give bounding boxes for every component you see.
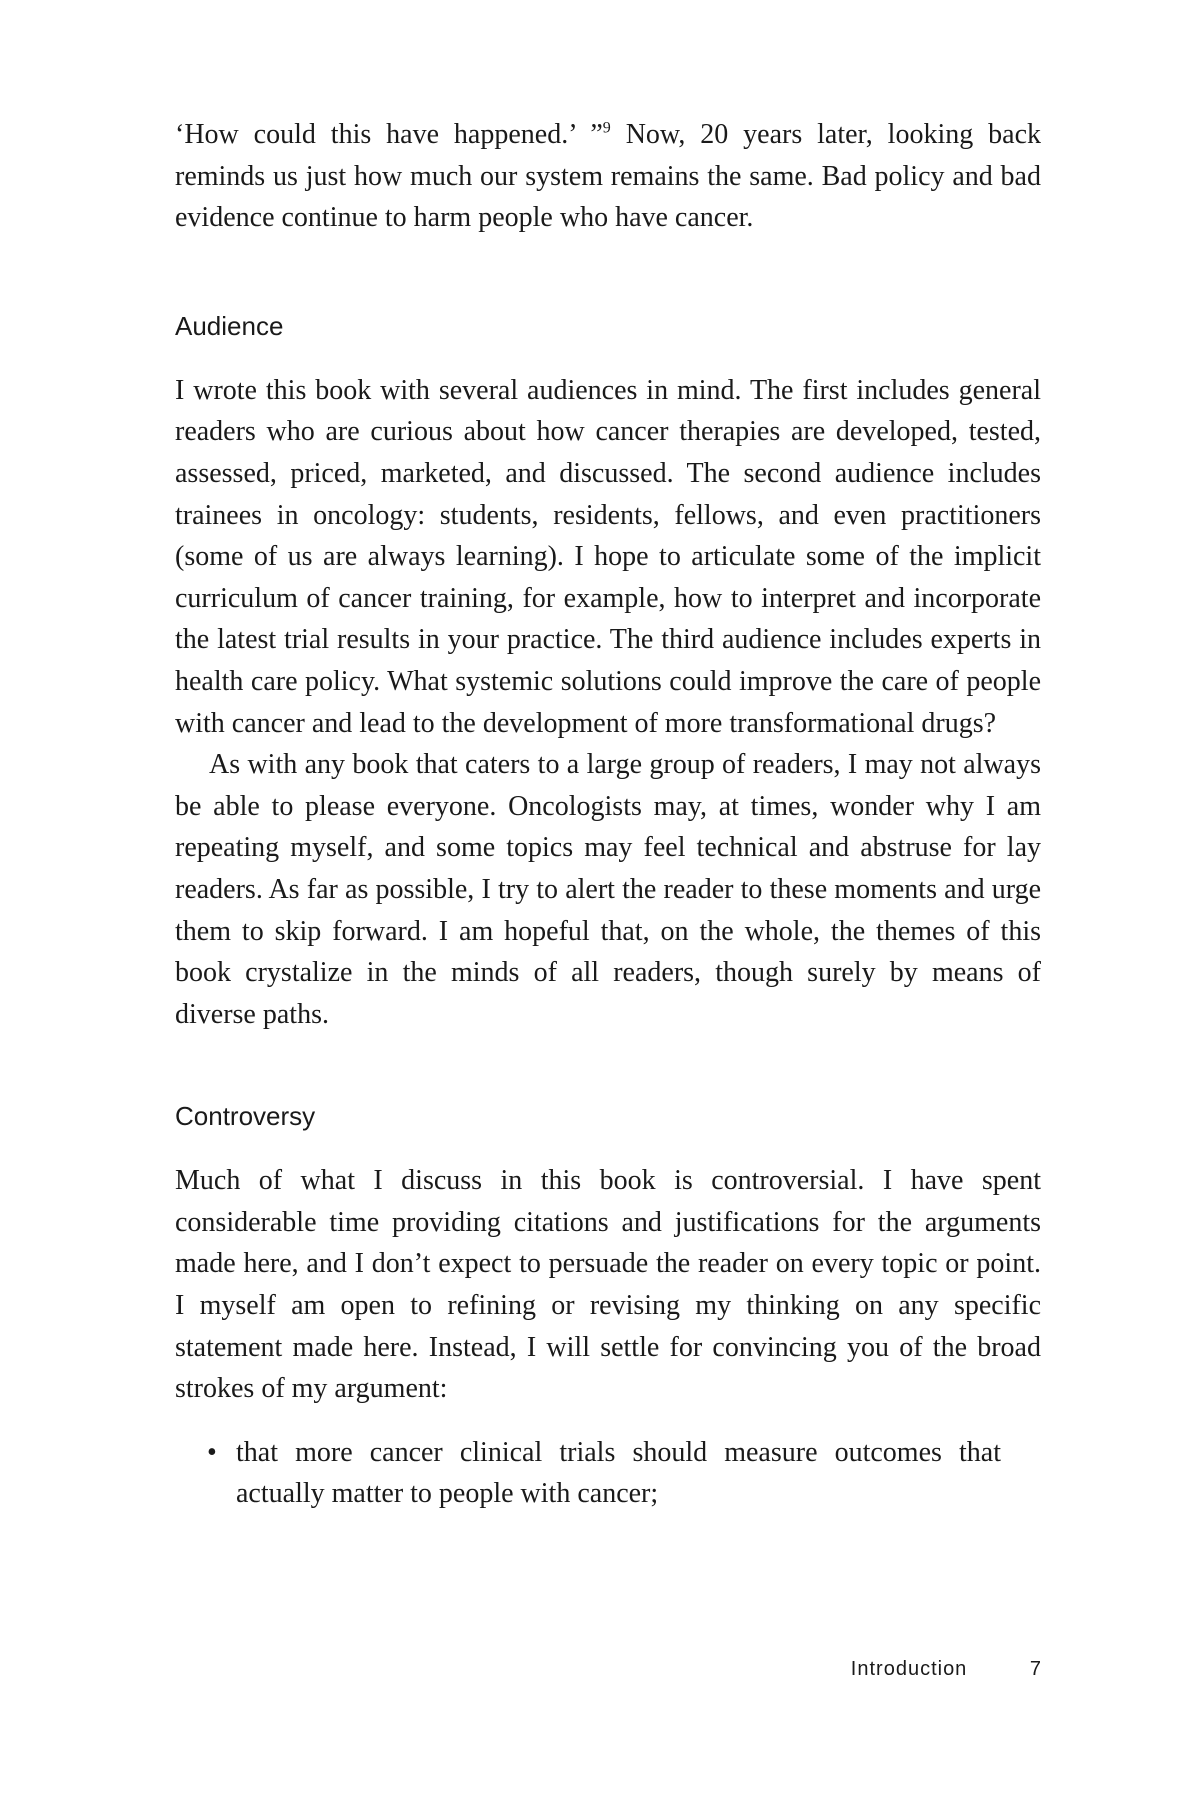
audience-paragraph-2: As with any book that caters to a large group of readers, I may not always be able to please everyone. Oncologists may, at times, wonder why I am repeating myself, and some topics may feel technical and abstruse for lay readers. As far as possible, I try to alert the reader to these moments and urge them to skip forward. I am hopeful that, on the whole, the themes of this book crystalize in the minds of all readers, though surely by means of diverse paths.	[175, 749, 1041, 1030]
footnote-ref[interactable]: 9	[602, 119, 611, 137]
list-item-text: that more cancer clinical trials should measure outcomes that actually matter to people with cancer;	[236, 1436, 1001, 1510]
audience-paragraph-1: I wrote this book with several audiences in mind. The first includes general readers who are curious about how cancer therapies are developed, tested, assessed, priced, marketed, and discussed. The second audience includes trainees in oncology: students, residents, fellows, and even practitioners (some of us are always learning). I hope to articulate some of the implicit curriculum of cancer training, for example, how to interpret and incorporate the latest trial results in your practice. The third audience includes experts in health care policy. What systemic solutions could improve the care of people with cancer and lead to the development of more transformational drugs?	[175, 374, 1041, 739]
page-footer	[851, 1658, 1042, 1681]
intro-text-post: Now, 20 years later, looking back reminds us just how much our system remains the same. Bad policy and bad evidence continue to harm people who have cancer.	[175, 119, 1041, 234]
bullet-icon: •	[207, 1436, 217, 1468]
intro-paragraph	[175, 114, 1041, 239]
list-item	[175, 1432, 1001, 1515]
audience-heading: Audience	[175, 310, 284, 341]
argument-list	[175, 1432, 1041, 1515]
controversy-paragraph: Much of what I discuss in this book is controversial. I have spent considerable time providing citations and justifications for the arguments made here, and I don’t expect to persuade the reader on every topic or point. I myself am open to refining or revising my thinking on any specific statement made here. Instead, I will settle for convincing you of the broad strokes of my argument:	[175, 1165, 1041, 1405]
controversy-heading: Controversy	[175, 1101, 316, 1132]
page-body	[175, 114, 1041, 1515]
running-footer-section: Introduction	[850, 1658, 968, 1680]
intro-text-pre: ‘How could this have happened.’ ”	[175, 119, 603, 150]
page-number: 7	[1029, 1658, 1042, 1680]
